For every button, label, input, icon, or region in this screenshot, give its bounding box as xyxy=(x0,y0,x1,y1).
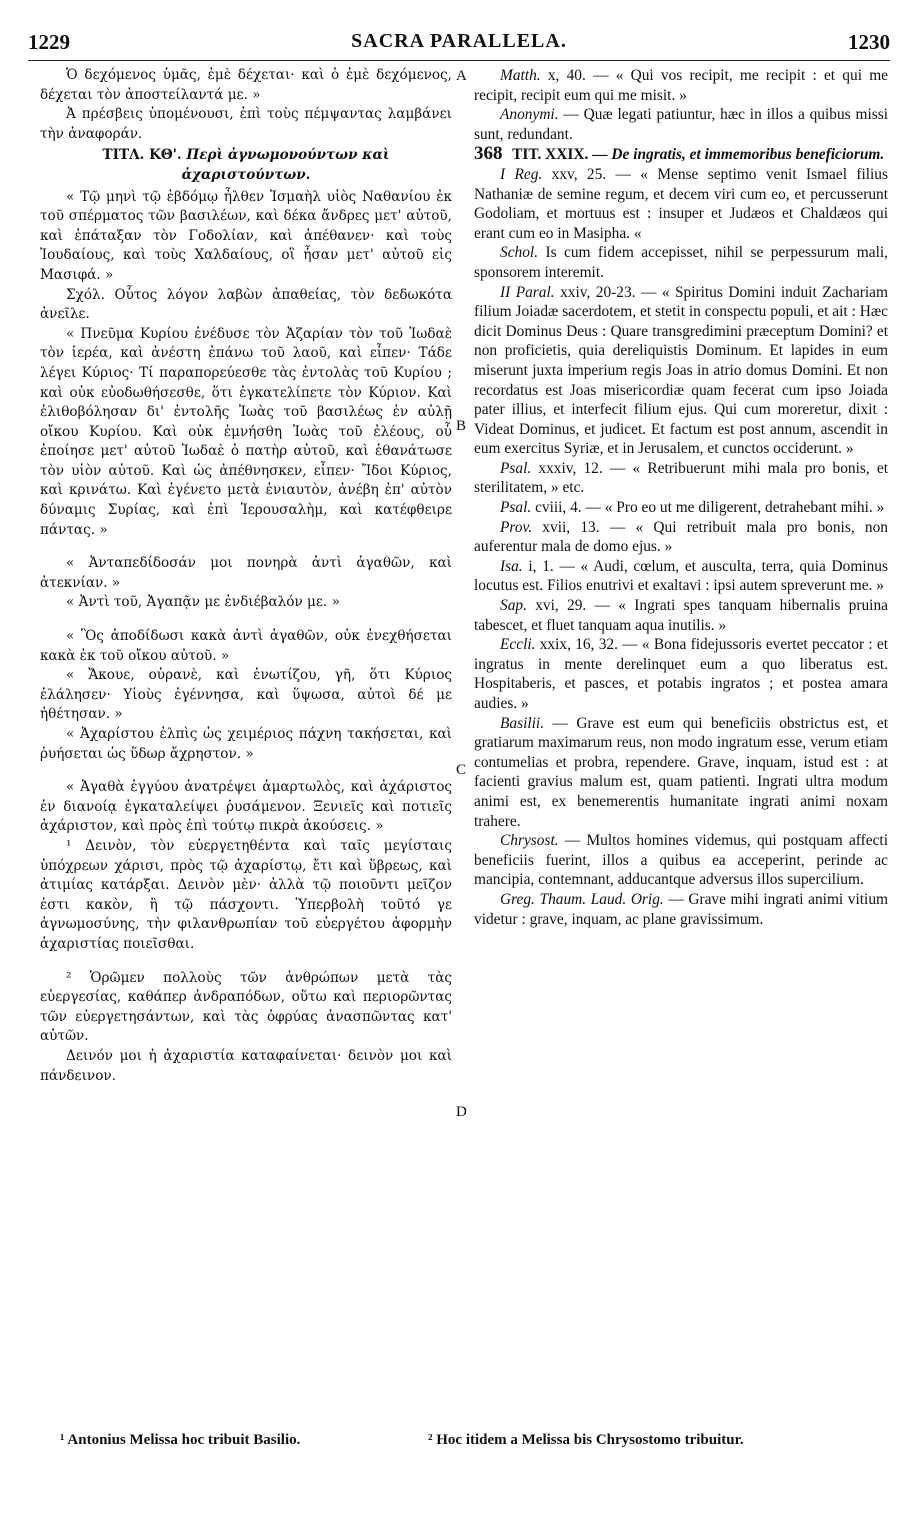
latin-paragraph xyxy=(474,283,888,459)
latin-paragraph xyxy=(474,243,888,282)
citation-text: — Grave mihi ingrati animi vitium videtur : grave, inquam, ac plane gravissimum. xyxy=(474,890,888,928)
greek-paragraph: Ἀ πρέσβεις ὑπομένουσι, ἐπὶ τοὺς πέμψαντας λαμβάνει τὴν ἀναφοράν. xyxy=(40,106,452,142)
greek-paragraph: « Ὃς ἀποδίδωσι κακὰ ἀντὶ ἀγαθῶν, οὐκ ἐνεχθήσεται κακὰ ἐκ τοῦ οἴκου αὐτοῦ. » xyxy=(40,628,452,664)
citation-text: — Grave est eum qui beneficiis obstrictus est, et gratiarum maximarum reus, non modo ingratum esse, verum etiam contumelias et probra, rependere. Grave, inquam, istud est : at facienti gravius malum est, quam patienti. Ingrati ultra modum animi est, ex benemerentis humanitate ingrati animi noxam trahere. xyxy=(474,714,888,830)
citation-text: xvii, 13. — « Qui retribuit mala pro bonis, non auferentur mala de domo ejus. » xyxy=(474,518,888,556)
citation-text: Is cum fidem accepisset, nihil se perpessurum mali, sponsorem interemit. xyxy=(474,244,888,281)
greek-paragraph: « Πνεῦμα Κυρίου ἐνέδυσε τὸν Ἀζαρίαν τὸν τοῦ Ἰωδαὲ τὸν ἱερέα, καὶ ἀνέστη ἐπάνω τοῦ λαοῦ, καὶ εἶπεν· Τάδε λέγει Κύριος· Τί παραπορεύεσθε τὰς ἐντολὰς τοῦ Κυρίου ; καὶ οὐκ εὐοδωθήσεσθε, ὅτι ἐγκατελίπετε τὸν Κύριον. Καὶ ἐλιθοβόλησαν δι' ἐντολῆς Ἰωὰς τοῦ βασιλέως ἐν αὐλῇ οἴκου Κυρίου. Καὶ οὐκ ἐμνήσθη Ἰωὰς τοῦ ἐλέους, οὗ ἐποίησε μετ' αὐτοῦ Ἰωδαὲ ὁ πατὴρ αὐτοῦ, καὶ ἐθανάτωσε τὸν υἱὸν αὐτοῦ. Καὶ ὡς ἀπέθνησκεν, εἶπεν· Ἴδοι Κύριος, καὶ κρινάτω. Καὶ ἐγένετο μετὰ ἐνιαυτὸν, ἀνέβη ἐπ' αὐτὸν δύναμις Συρίας, καὶ ἐπὶ Ἱερουσαλὴμ, καὶ κατέφθειρε πάντας. » xyxy=(40,325,452,538)
greek-paragraph: « Ἀντὶ τοῦ, Ἀγαπᾷν με ἐνδιέβαλόν με. » xyxy=(66,594,340,611)
latin-title-number: TIT. XXIX. xyxy=(512,146,589,164)
margin-letter-a: A xyxy=(456,68,467,84)
margin-letter-b: B xyxy=(456,418,467,434)
citation: Prov. xyxy=(500,518,533,536)
citation-text: — Multos homines videmus, qui postquam affecti beneficiis fuerint, illos a quibus ea acceperint, perinde ac mancipia, contemnant, adducantque adversus illos supercilium. xyxy=(474,832,888,889)
latin-paragraph xyxy=(474,459,888,498)
latin-paragraph xyxy=(474,557,888,596)
latin-paragraph xyxy=(474,66,888,105)
greek-paragraph: Δεινόν μοι ἡ ἀχαριστία καταφαίνεται· δεινὸν μοι καὶ πάνδεινον. xyxy=(40,1047,452,1084)
latin-paragraph xyxy=(474,518,888,557)
greek-title-text: Περὶ ἀγνωμονούντων καὶ ἀχαριστούντων. xyxy=(181,147,390,183)
greek-paragraph: « Τῷ μηνὶ τῷ ἑβδόμῳ ἦλθεν Ἰσμαὴλ υἱὸς Ναθανίου ἐκ τοῦ σπέρματος τῶν βασιλέων, καὶ δέκα ἄνδρες μετ' αὐτοῦ, καὶ ἐπάταξαν τὸν Γοδολίαν, καὶ ἀπέθανεν· καὶ τοὺς Ἰουδαίους, καὶ τοὺς Χαλδαίους, οἳ ἦσαν μετ' αὐτοῦ εἰς Μασιφά. » xyxy=(40,188,452,283)
footnote-2: ² Hoc itidem a Melissa bis Chrysostomo tribuitur. xyxy=(428,1432,744,1448)
greek-title-number: ΤΙΤΛ. ΚΘ'. xyxy=(102,147,182,164)
margin-letter-d: D xyxy=(456,1104,467,1120)
greek-paragraph: « Ἄκουε, οὐρανὲ, καὶ ἐνωτίζου, γῆ, ὅτι Κύριος ἐλάλησεν· Υἱοὺς ἐγέννησα, καὶ ὕψωσα, αὐτοὶ δέ με ἠθέτησαν. » xyxy=(40,667,452,723)
greek-title-heading xyxy=(40,146,452,185)
page-number-left: 1229 xyxy=(28,30,70,54)
latin-paragraph xyxy=(474,635,888,713)
page-header xyxy=(28,30,890,64)
latin-paragraph xyxy=(474,105,888,144)
spacer xyxy=(40,540,452,554)
citation-text: x, 40. — « Qui vos recipit, me recipit : et qui me recipit, recipit eum qui me misit. » xyxy=(474,67,888,104)
greek-paragraph: « Ἀγαθὰ ἐγγύου ἀνατρέψει ἁμαρτωλὸς, καὶ ἀχάριστος ἐν διανοίᾳ ἐγκαταλείψει ῥυσάμενον. Ξενιεῖς καὶ ποτιεῖς ἀχάριστον, καὶ πρὸς ἐπὶ τούτῳ πικρὰ ἀκούσεις. » xyxy=(40,779,452,835)
citation: Isa. xyxy=(500,557,523,575)
greek-column xyxy=(40,66,452,1086)
citation-text: xxv, 25. — « Mense septimo venit Ismael filius Nathaniæ de semine regum, et decem viri cum eo, et percusserunt Godoliam, et mortuus est : insuper et Judæos et Chaldæos qui erant cum eo in Masipha. « xyxy=(474,165,888,242)
spacer xyxy=(40,955,452,969)
latin-paragraph xyxy=(474,831,888,890)
citation: Matth. xyxy=(500,67,541,84)
citation: Sap. xyxy=(500,597,527,615)
citation: Basilii. xyxy=(500,714,545,732)
citation: I Reg. xyxy=(500,165,543,183)
latin-paragraph xyxy=(474,714,888,832)
citation: Psal. xyxy=(500,499,532,517)
footnote-1: ¹ Antonius Melissa hoc tribuit Basilio. xyxy=(60,1432,301,1448)
citation: Anonymi. xyxy=(500,106,559,124)
citation-text: cviii, 4. — « Pro eo ut me diligerent, detrahebant mihi. » xyxy=(531,499,885,517)
greek-paragraph: Ὁ δεχόμενος ὑμᾶς, ἐμὲ δέχεται· καὶ ὁ ἐμὲ δεχόμενος, δέχεται τὸν ἀποστείλαντά με. » xyxy=(40,67,452,103)
citation-text: — Quæ legati patiuntur, hæc in illos a quibus missi sunt, redundant. xyxy=(474,106,888,143)
greek-paragraph: Σχόλ. Οὗτος λόγον λαβὼν ἀπαθείας, τὸν δεδωκότα ἀνεῖλε. xyxy=(40,286,452,323)
greek-paragraph: ¹ Δεινὸν, τὸν εὐεργετηθέντα καὶ ταῖς μεγίσταις ὑπόχρεων χάρισι, πρὸς τῷ ἀχαρίστῳ, ἔτι καὶ ὕβρεως, καὶ ἀτιμίας κατάρξαι. Δεινὸν μὲν· ἀλλὰ τῷ ποιοῦντι μεῖζον ἐστι κακὸν, ἢ τῷ πάσχοντι. Ὑπερβολὴ τοῦτό γε ἀγνωμοσύνης, τὴν φιλανθρωπίαν τοῦ εὐεργέτου ἀφορμὴν ἀχαριστίας ποιεῖσθαι. xyxy=(40,837,452,952)
citation-text: i, 1. — « Audi, cœlum, et ausculta, terra, quia Dominus locutus est. Filios enutrivi et exaltavi : ipsi autem spreverunt me. » xyxy=(474,557,888,595)
citation-text: xxxiv, 12. — « Retribuerunt mihi mala pro bonis, et sterilitatem, » etc. xyxy=(474,459,888,497)
page-number-right: 1230 xyxy=(848,30,890,54)
header-rule xyxy=(28,60,890,61)
margin-letter-c: C xyxy=(456,762,467,778)
citation-text: xxiv, 20-23. — « Spiritus Domini induit Zachariam filium Joiadæ sacerdotem, et stetit in conspectu populi, et ait : Hæc dicit Dominus Deus : Quare transgredimini præceptum Domini? et non proficietis, quia dereliquistis Dominum. Et lapides in eum miserunt juxta imperium regis Joas in atrio domus Domini. Et non recordatus est Joas misericordiæ quam fecerat cum ipso Joiada pater illius, et interfecit filium ejus. Qui cum moreretur, dixit : Videat Dominus, et judicet. Et factum est post annum, ascendit in eum exercitus Syriæ, et in Jerusalem, et cunctos occiderunt. » xyxy=(474,283,888,458)
latin-paragraph xyxy=(474,596,888,635)
greek-paragraph: ² Ὁρῶμεν πολλοὺς τῶν ἀνθρώπων μετὰ τὰς εὐεργεσίας, καθάπερ ἀνδραπόδων, οὕτω καὶ περιορῶντας τῶν εὐεργετησάντων, καὶ τὰς ὀφρύας ἀνασπῶντας κατ' αὐτῶν. xyxy=(40,969,452,1045)
latin-title-text: — De ingratis, et immemoribus beneficiorum. xyxy=(588,146,885,164)
latin-paragraph xyxy=(474,165,888,243)
citation-text: xxix, 16, 32. — « Bona fidejussoris evertet peccator : et ingratus in mente derelinquet eum a quo liberatus est. Hospitaberis, et pasces, et potabis ingratos ; et postea amara audies. » xyxy=(474,636,888,712)
citation-text: xvi, 29. — « Ingrati spes tanquam hibernalis pruina tabescet, et fluet tanquam aqua inutilis. » xyxy=(474,597,888,634)
column-marker: 368 xyxy=(474,143,503,165)
citation: Schol. xyxy=(500,244,539,262)
spacer xyxy=(40,764,452,778)
latin-paragraph xyxy=(474,890,888,929)
citation: Chrysost. xyxy=(500,832,559,850)
latin-paragraph xyxy=(474,498,888,518)
latin-title-heading xyxy=(474,144,888,165)
citation: Eccli. xyxy=(500,636,536,654)
running-title: SACRA PARALLELA. xyxy=(351,30,567,52)
citation: Greg. Thaum. Laud. Orig. xyxy=(500,890,664,908)
citation: Psal. xyxy=(500,459,532,477)
greek-paragraph: « Ἀχαρίστου ἐλπὶς ὡς χειμέριος πάχνη τακήσεται, καὶ ῥυήσεται ὡς ὕδωρ ἄχρηστον. » xyxy=(40,726,452,762)
citation: II Paral. xyxy=(500,283,555,301)
spacer xyxy=(40,613,452,627)
greek-paragraph: « Ἀνταπεδίδοσάν μοι πονηρὰ ἀντὶ ἀγαθῶν, καὶ ἀτεκνίαν. » xyxy=(40,555,452,591)
latin-column xyxy=(474,66,888,929)
